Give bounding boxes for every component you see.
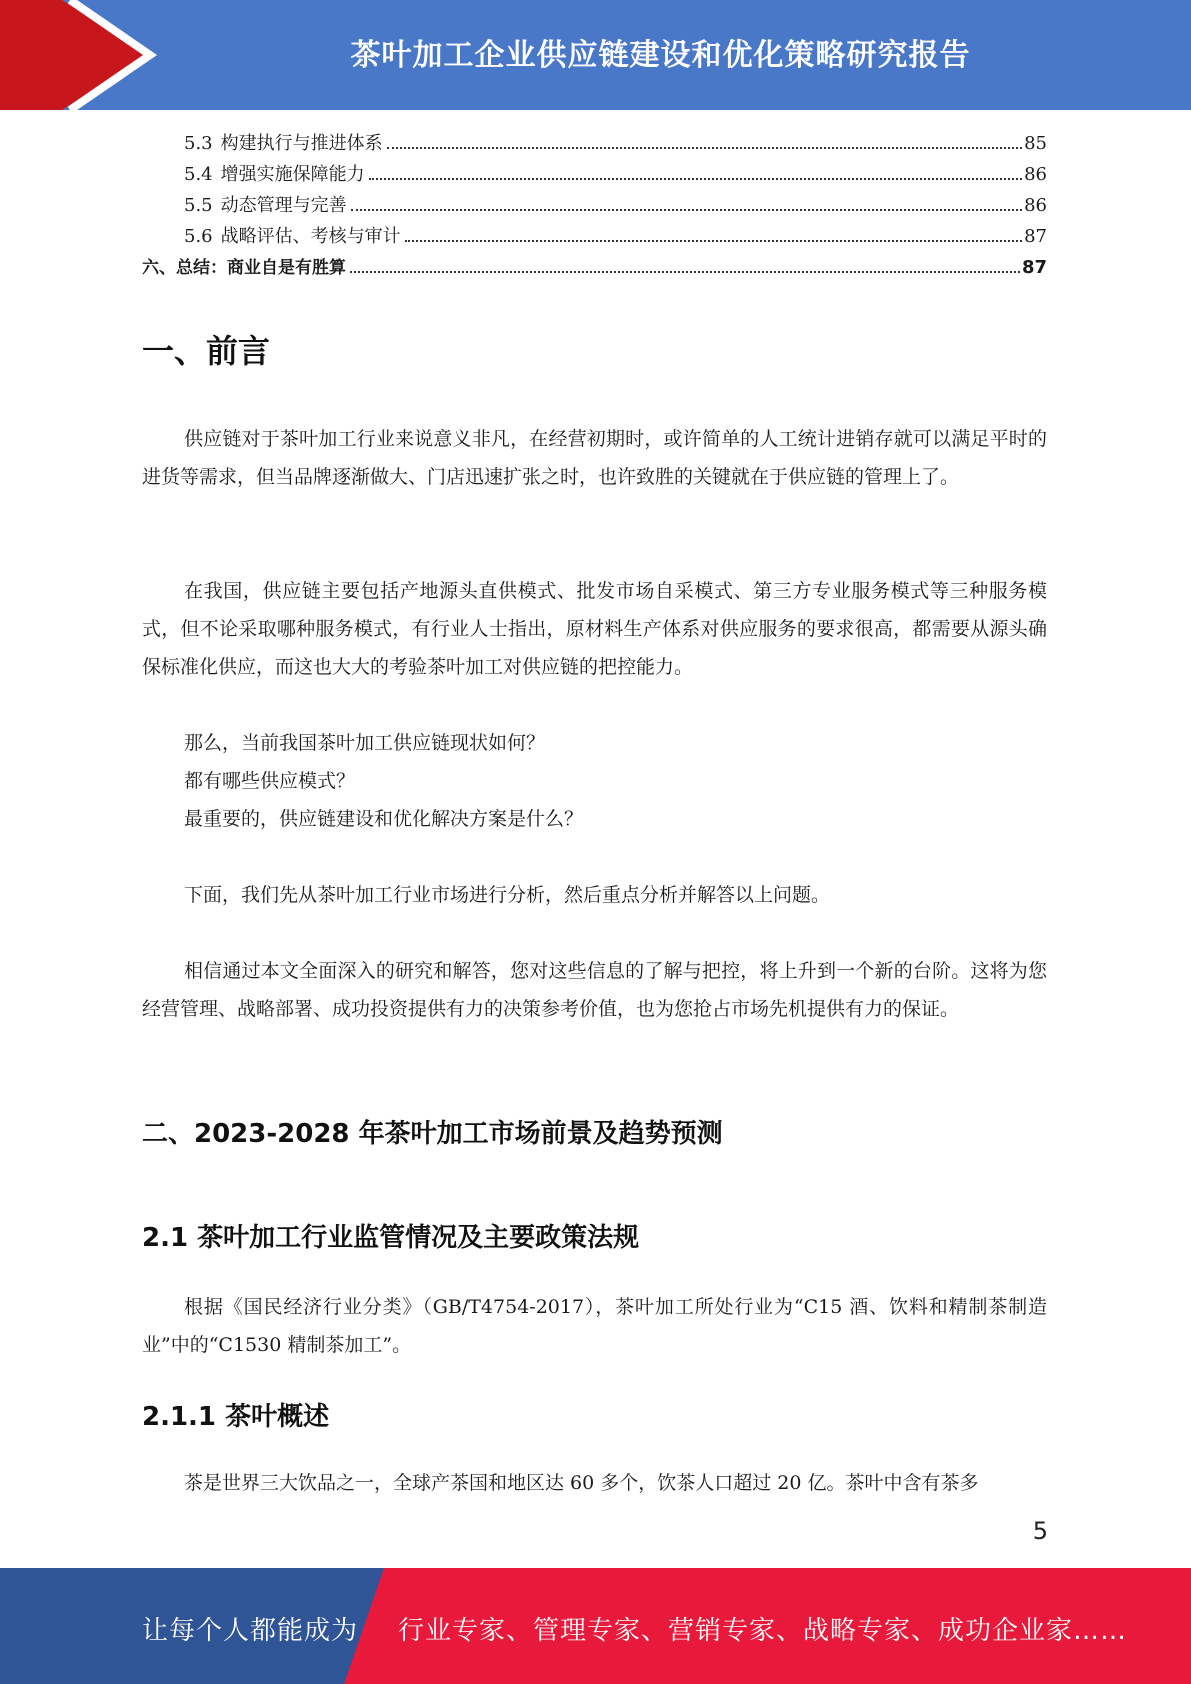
paragraph: 供应链对于茶叶加工行业来说意义非凡，在经营初期时，或许简单的人工统计进销存就可以满足平时的进货等需求，但当品牌逐渐做大、门店迅速扩张之时，也许致胜的关键就在于供应链的管理上了。 — [142, 428, 1047, 488]
paragraph: 根据《国民经济行业分类》（GB/T4754-2017），茶叶加工所处行业为“C15 酒、饮料和精制茶制造业”中的“C1530 精制茶加工”。 — [142, 1296, 1047, 1356]
header-title: 茶叶加工企业供应链建设和优化策略研究报告 — [350, 38, 971, 73]
toc-page: 86 — [1024, 164, 1047, 185]
toc-page: 87 — [1024, 226, 1047, 247]
subsection-heading: 2.1 茶叶加工行业监管情况及主要政策法规 — [142, 1223, 640, 1253]
toc-entry[interactable] — [142, 159, 1047, 190]
paragraph: 相信通过本文全面深入的研究和解答，您对这些信息的了解与把控，将上升到一个新的台阶。这将为您经营管理、战略部署、成功投资提供有力的决策参考价值，也为您抢占市场先机提供有力的保证。 — [142, 960, 1047, 1020]
toc-label: 增强实施保障能力 — [220, 164, 365, 185]
toc-leader — [350, 271, 1020, 273]
page-footer — [0, 1568, 1191, 1684]
toc-leader — [387, 147, 1022, 149]
paragraph: 在我国，供应链主要包括产地源头直供模式、批发市场自采模式、第三方专业服务模式等三种服务模式，但不论采取哪种服务模式，有行业人士指出，原材料生产体系对供应服务的要求很高，都需要从源头确保标准化供应，而这也大大的考验茶叶加工对供应链的把控能力。 — [142, 580, 1047, 678]
question-line: 都有哪些供应模式？ — [184, 770, 356, 792]
page-number: 5 — [1032, 1517, 1048, 1545]
subsubsection-heading: 2.1.1 茶叶概述 — [142, 1402, 330, 1432]
toc-leader — [369, 178, 1022, 180]
toc-number: 5.5 — [184, 195, 213, 216]
paragraph: 下面，我们先从茶叶加工行业市场进行分析，然后重点分析并解答以上问题。 — [184, 884, 831, 906]
toc-number: 5.6 — [184, 226, 213, 247]
toc-entry-chapter[interactable] — [142, 252, 1047, 283]
toc-list — [142, 128, 1047, 283]
toc-label: 构建执行与推进体系 — [220, 133, 383, 154]
question-line: 那么，当前我国茶叶加工供应链现状如何？ — [184, 732, 546, 754]
toc-entry[interactable] — [142, 128, 1047, 159]
toc-label: 六、总结：商业自是有胜算 — [142, 258, 346, 278]
toc-page: 86 — [1024, 195, 1047, 216]
page-header — [0, 0, 1191, 110]
toc-page: 85 — [1024, 133, 1047, 154]
toc-entry[interactable] — [142, 221, 1047, 252]
section-heading-preface: 一、前言 — [142, 332, 271, 370]
footer-slogan-left: 让每个人都能成为 — [142, 1616, 359, 1646]
footer-slogan-right: 行业专家、管理专家、营销专家、战略专家、成功企业家…… — [398, 1616, 1128, 1646]
toc-number: 5.4 — [184, 164, 213, 185]
paragraph: 茶是世界三大饮品之一，全球产茶国和地区达 60 多个，饮茶人口超过 20 亿。茶叶中含有茶多 — [184, 1472, 979, 1494]
toc-label: 动态管理与完善 — [220, 195, 347, 216]
toc-leader — [351, 209, 1022, 211]
toc-label: 战略评估、考核与审计 — [220, 226, 401, 247]
section-heading-forecast: 二、2023-2028 年茶叶加工市场前景及趋势预测 — [142, 1119, 723, 1149]
question-line: 最重要的，供应链建设和优化解决方案是什么？ — [184, 808, 584, 830]
toc-number: 5.3 — [184, 133, 213, 154]
toc-page: 87 — [1021, 257, 1047, 278]
toc-entry[interactable] — [142, 190, 1047, 221]
toc-leader — [405, 240, 1022, 242]
